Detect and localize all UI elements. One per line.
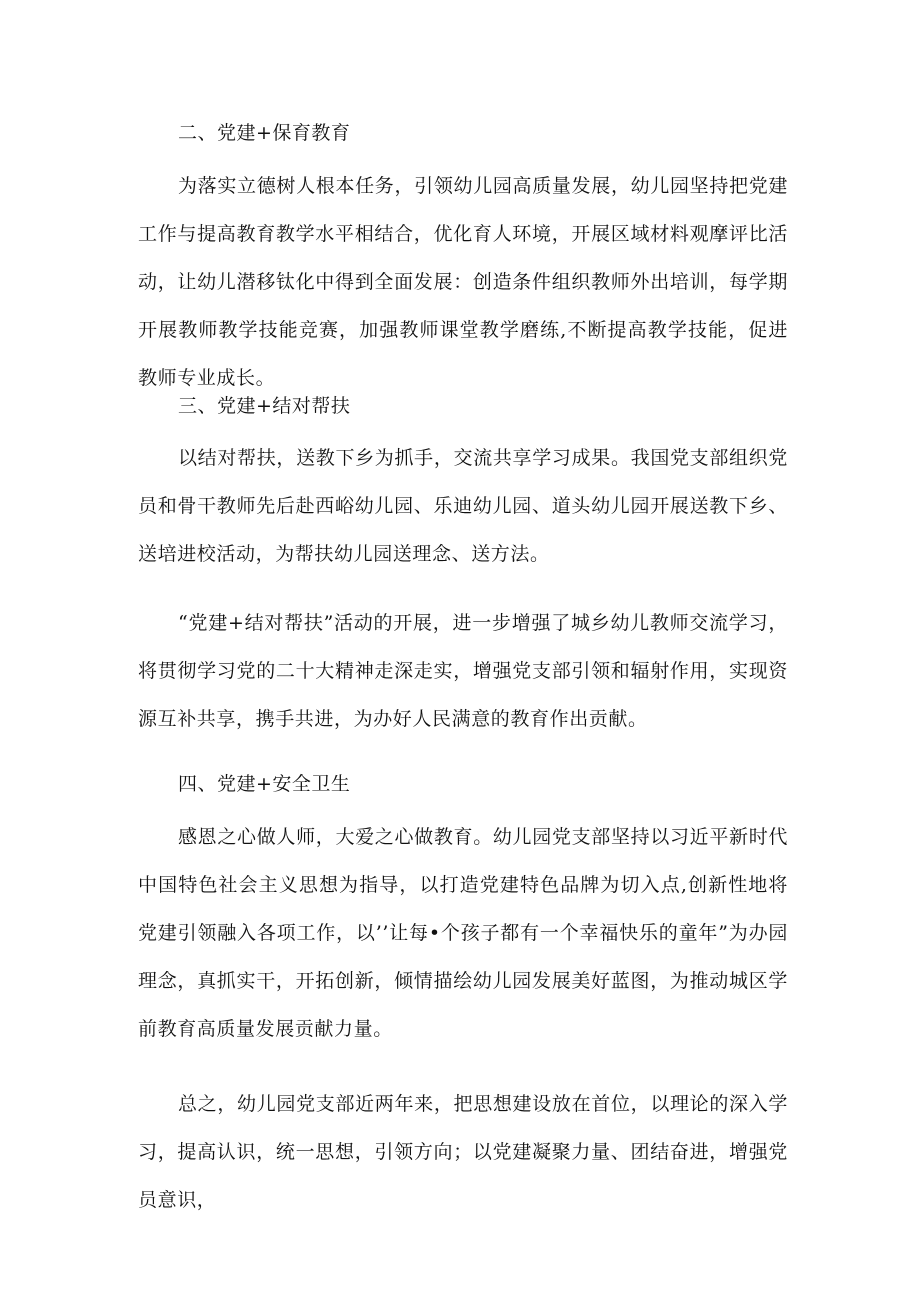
section-heading-2: 二、党建+保育教育 (178, 122, 351, 144)
paragraph-safety: 感恩之心做人师，大爱之心做教育。幼儿园党支部坚持以习近平新时代中国特色社会主义思想为指导，以打造党建特色品牌为切入点,创新性地将党建引领融入各项工作，以’’让每•个孩子都有一个幸福快乐的童年”为办园理念，真抓实干，开拓创新，倾情描绘幼儿园发展美好蓝图，为推动城区学前教育高质量发展贡献力量。 (138, 826, 788, 1040)
section-heading-3: 三、党建+结对帮扶 (178, 395, 351, 417)
paragraph-pairing: 以结对帮扶，送教下乡为抓手，交流共享学习成果。我国党支部组织党员和骨干教师先后赴西峪幼儿园、乐迪幼儿园、道头幼儿园开展送教下乡、送培进校活动，为帮扶幼儿园送理念、送方法。 (138, 447, 788, 565)
section-heading-4: 四、党建+安全卫生 (178, 773, 351, 795)
paragraph-summary: 总之，幼儿园党支部近两年来，把思想建设放在首位，以理论的深入学习，提高认识，统一思想，引领方向；以党建凝聚力量、团结奋进，增强党员意识， (138, 1093, 788, 1211)
paragraph-pairing-results: “党建+结对帮扶”活动的开展，进一步增强了城乡幼儿教师交流学习，将贯彻学习党的二十大精神走深走实，增强党支部引领和辐射作用，实现资源互补共享，携手共进，为办好人民满意的教育作出贡献。 (138, 612, 788, 730)
paragraph-education: 为落实立德树人根本任务，引领幼儿园高质量发展，幼儿园坚持把党建工作与提高教育教学水平相结合，优化育人环境，开展区域材料观摩评比活动，让幼儿潜移钛化中得到全面发展：创造条件组织教师外出培训，每学期开展教师教学技能竞赛，加强教师课堂教学磨练,不断提高教学技能，促进教师专业成长。 (138, 175, 788, 389)
